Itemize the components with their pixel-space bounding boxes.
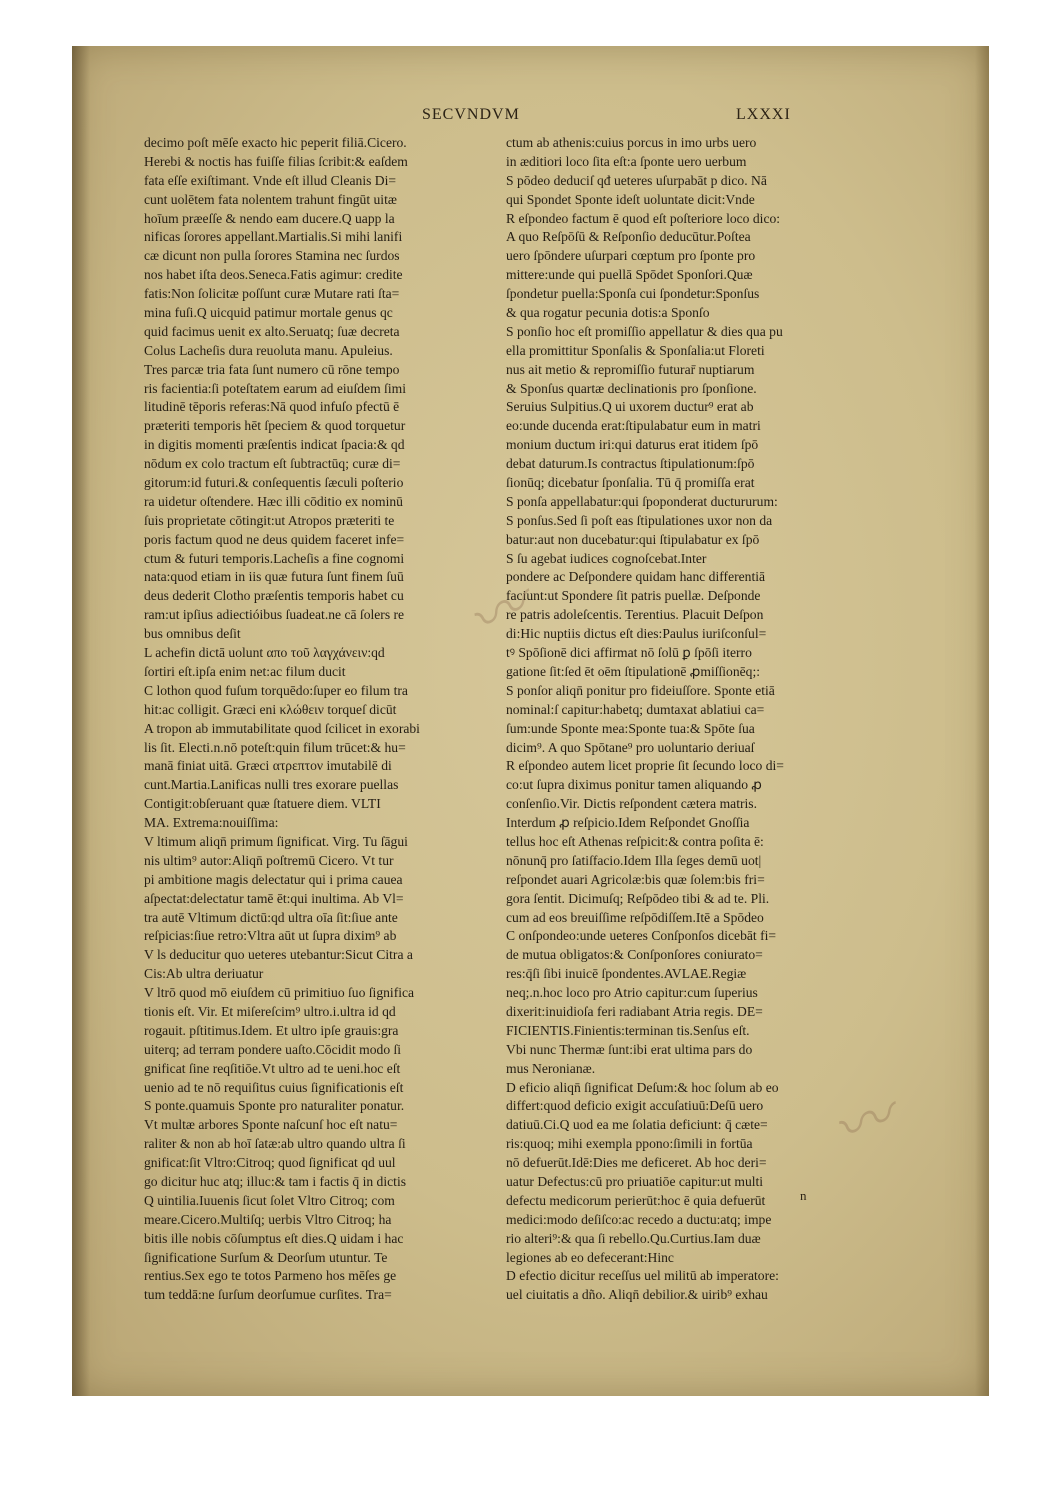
- text-line: reſpondet auari Agricolæ:bis quæ ſolem:bis fri=: [506, 871, 765, 887]
- text-line: qui Spondet Sponte ideſt uoluntate dicit:Vnde: [506, 191, 755, 207]
- text-line: conſenſio.Vir. Dictis reſpondent cætera matris.: [506, 796, 757, 812]
- text-line: R eſpondeo autem licet proprie ſit ſecundo loco di=: [506, 758, 784, 774]
- text-line: Q uintilia.Iuuenis ſicut ſolet Vltro Citroq; com: [144, 1192, 395, 1208]
- text-line: tellus hoc eſt Athenas reſpicit:& contra poſita ē:: [506, 833, 764, 849]
- text-line: dicim⁹. A quo Spōtane⁹ pro uoluntario deriuaſ: [506, 739, 755, 755]
- text-line: nōnunq̄ pro ſatiſfacio.Idem Illa ſeges demū uot|: [506, 852, 762, 868]
- text-line: nominal:ſ capitur:habetq; dumtaxat ablatiui ca=: [506, 701, 765, 717]
- text-line: litudinē tēporis referas:Nā quod infuſo pfectū ē: [144, 399, 400, 415]
- text-line: nōdum ex colo tractum eſt ſubtractūq; curæ di=: [144, 456, 401, 472]
- text-line: & qua rogatur pecunia dotis:a Sponſo: [506, 305, 710, 321]
- text-line: Contigit:obſeruant quæ ſtatuere diem. VLTI: [144, 796, 381, 812]
- text-line: re patris adoleſcentis. Terentius. Placuit Deſpon: [506, 607, 764, 623]
- folio-number: LXXXI: [736, 106, 791, 123]
- text-line: C onſpondeo:unde ueteres Conſponſos dicebāt fi=: [506, 928, 777, 944]
- text-line: Colus Lacheſis dura reuoluta manu. Apuleius.: [144, 342, 393, 358]
- text-line: raliter & non ab hoī ſatæ:ab ultro quando ultra ſi: [144, 1136, 406, 1152]
- text-line: aſpectat:delectatur tamē ēt:qui inultima. Ab Vl=: [144, 890, 404, 906]
- text-line: decimo poſt mēſe exacto hic peperit filiā.Cicero.: [144, 135, 407, 150]
- library-stamp-watermark: 〰: [457, 569, 542, 658]
- text-line: nata:quod etiam in iis quæ futura ſunt finem ſuū: [144, 569, 404, 585]
- text-line: V ltimum aliqn̄ primum ſignificat. Virg. Tu ſāgui: [144, 833, 408, 849]
- text-line: fatis:Non ſolicitæ poſſunt curæ Mutare rati ſta=: [144, 286, 400, 302]
- left-text-column: [144, 134, 484, 1305]
- text-line: gnificat:ſit Vltro:Citroq; quod ſignificat qd uul: [144, 1155, 396, 1171]
- text-line: go dicitur huc atq; illuc:& tam i factis q̄ in dictis: [144, 1173, 407, 1189]
- text-line: ris:quoq; mihi exempla ppono:ſimili in fortūa: [506, 1136, 753, 1152]
- text-line: uenio ad te nō requiſitus cuius ſignificationis eſt: [144, 1079, 404, 1095]
- text-line: ſum:unde Sponte mea:Sponte tua:& Spōte ſua: [506, 720, 755, 736]
- text-line: uiterq; ad terram pondere uaſto.Cōcidit modo ſi: [144, 1041, 402, 1057]
- text-line: S ſu agebat iudices cognoſcebat.Inter: [506, 550, 707, 566]
- text-line: defectu medicorum perierūt:hoc ē quia defuerūt: [506, 1192, 766, 1208]
- text-line: tra autē Vltimum dictū:qd ultra oīa ſit:ſiue ante: [144, 909, 398, 925]
- text-line: hoīum præeſſe & nendo eam ducere.Q uapp la: [144, 210, 395, 226]
- text-line: præteriti temporis hēt ſpeciem & quod torquetur: [144, 418, 406, 434]
- text-line: S ponſor aliqn̄ ponitur pro fideiuſſore. Sponte etiā: [506, 682, 775, 698]
- text-line: R eſpondeo factum ē quod eſt poſteriore loco dico:: [506, 210, 781, 226]
- library-stamp-watermark: 〰: [823, 1080, 904, 1167]
- text-line: V ls deducitur quo ueteres utebantur:Sicut Citra a: [144, 947, 413, 963]
- text-line: pi ambitione magis delectatur qui i prima cauea: [144, 871, 403, 887]
- text-line: ris facientia:ſi poteſtatem earum ad eiuſdem ſimi: [144, 380, 406, 396]
- text-line: Interdum ꝓ reſpicio.Idem Reſpondet Gnoſſia: [506, 815, 750, 831]
- text-line: ra uidetur oſtendere. Hæc illi cōditio ex nominū: [144, 493, 403, 509]
- text-line: in æditiori loco ſita eſt:a ſponte uero uerbum: [506, 153, 747, 169]
- text-line: uero ſpōndere uſurpari cœptum pro ſponte pro: [506, 248, 756, 264]
- text-line: ſionūq; dicebatur ſponſalia. Tū q̄ promiſſa erat: [506, 475, 755, 491]
- text-line: tionis eſt. Vir. Et miſereſcim⁹ ultro.i.ultra id qd: [144, 1003, 396, 1019]
- text-line: Herebi & noctis has fuiſſe filias ſcribit:& eaſdem: [144, 153, 408, 169]
- text-line: Vt multæ arbores Sponte naſcunſ hoc eſt natu=: [144, 1117, 398, 1133]
- text-line: cæ dicunt non pulla ſorores Stamina nec ſurdos: [144, 248, 400, 264]
- text-line: gora ſentit. Dicimuſq; Reſpōdeo tibi & ad te. Pli.: [506, 890, 770, 906]
- text-line: L achefin dictā uolunt απο τοῦ λαγχάνειν:qd: [144, 645, 385, 661]
- text-line: lis ſit. Electi.n.nō poteſt:quin filum trūcet:& hu=: [144, 739, 406, 755]
- text-line: nis ultim⁹ autor:Aliqn̄ poſtremū Cicero. Vt tur: [144, 852, 394, 868]
- text-line: D eficio aliqn̄ ſignificat Deſum:& hoc ſolum ab eo: [506, 1079, 779, 1095]
- text-line: res:q̄ſi ſibi inuicē ſpondentes.AVLAE.Regiæ: [506, 966, 747, 982]
- text-line: S ponte.quamuis Sponte pro naturaliter ponatur.: [144, 1098, 405, 1114]
- text-line: gatione ſit:ſed ēt oēm ſtipulationē ꝓmiſſionēq;:: [506, 663, 761, 679]
- text-line: ctum ab athenis:cuius porcus in imo urbs uero: [506, 135, 757, 150]
- text-line: rentius.Sex ego te totos Parmeno hos mēſes ge: [144, 1268, 397, 1284]
- manuscript-page: [72, 46, 989, 1396]
- text-line: A tropon ab immutabilitate quod ſcilicet in exorabi: [144, 720, 420, 736]
- text-line: cum ad eos breuiſſime reſpōdiſſem.Itē a Spōdeo: [506, 909, 764, 925]
- text-line: hit:ac colligit. Græci eni κλώθειν torqueſ dicūt: [144, 701, 397, 717]
- text-line: S ponſa appellabatur:qui ſpoponderat ductururum:: [506, 493, 778, 509]
- text-line: di:Hic nuptiis dictus eſt dies:Paulus iuriſconſul=: [506, 626, 767, 642]
- text-line: dixerit:inuidioſa feri radiabant Atria regis. DE=: [506, 1003, 763, 1019]
- text-line: nificas ſorores appellant.Martialis.Si mihi lanifi: [144, 229, 403, 245]
- text-line: pondere ac Deſpondere quidam hanc differentiā: [506, 569, 766, 585]
- text-line: D efectio dicitur receſſus uel militū ab imperatore:: [506, 1268, 779, 1284]
- text-line: Cis:Ab ultra deriuatur: [144, 966, 264, 982]
- text-line: nus ait metio & repromiſſio futurar̄ nuptiarum: [506, 361, 755, 377]
- text-line: mina fuſi.Q uicquid patimur mortale genus qc: [144, 305, 393, 321]
- text-line: bitis ille nobis cōſumptus eſt dies.Q uidam i hac: [144, 1230, 404, 1246]
- text-line: gnificat ſine reqſitiōe.Vt ultro ad te ueni.hoc eſt: [144, 1060, 401, 1076]
- text-line: ſignificatione Surſum & Deorſum utuntur. Te: [144, 1249, 388, 1265]
- text-line: S ponſus.Sed ſi poſt eas ſtipulationes uxor non da: [506, 512, 773, 528]
- text-line: Vbi nunc Thermæ ſunt:ibi erat ultima pars do: [506, 1041, 753, 1057]
- text-line: rio alteri⁹:& qua ſi rebello.Qu.Curtius.Iam duæ: [506, 1230, 761, 1246]
- text-line: bus omnibus deſit: [144, 626, 241, 642]
- text-line: ſortiri eſt.ipſa enim net:ac filum ducit: [144, 663, 346, 679]
- text-line: Tres parcæ tria fata ſunt numero cū rōne tempo: [144, 361, 400, 377]
- text-line: V ltrō quod mō eiuſdem cū primitiuo ſuo ſignifica: [144, 985, 415, 1001]
- text-line: A quo Reſpōſū & Reſponſio deducūtur.Poſtea: [506, 229, 751, 245]
- signature-mark: n: [800, 1188, 807, 1203]
- text-line: manā finiat uitā. Græci ατρεπτον imutabilē di: [144, 758, 392, 774]
- text-line: rogauit. pſtitimus.Idem. Et ultro ipſe grauis:gra: [144, 1022, 399, 1038]
- text-line: neq;.n.hoc loco pro Atrio capitur:cum ſuperius: [506, 985, 758, 1001]
- text-line: nō defuerūt.Idē:Dies me deficeret. Ab hoc deri=: [506, 1155, 767, 1171]
- text-line: nos habet iſta deos.Seneca.Fatis agimur: credite: [144, 267, 403, 283]
- text-line: fata eſſe exiſtimant. Vnde eſt illud Cleanis Di=: [144, 172, 397, 188]
- text-line: S ponſio hoc eſt promiſſio appellatur & dies qua pu: [506, 323, 783, 339]
- text-line: uel ciuitatis a dño. Aliqn̄ debilior.& uirib⁹ exhau: [506, 1287, 768, 1303]
- text-line: batur:aut non ducebatur:qui ſtipulabatur ex ſpō: [506, 531, 760, 547]
- text-line: de mutua obligatos:& Conſponſores coniurato=: [506, 947, 763, 963]
- text-line: legiones ab eo defecerant:Hinc: [506, 1249, 674, 1265]
- text-line: ſuis proprietate cōtingit:ut Atropos præteriti te: [144, 512, 395, 528]
- text-line: FICIENTIS.Finientis:terminan tis.Senſus eſt.: [506, 1022, 750, 1038]
- text-line: & Sponſus quartæ declinationis pro ſponſione.: [506, 380, 757, 396]
- text-line: Seruius Sulpitius.Q ui uxorem ductur⁹ erat ab: [506, 399, 754, 415]
- text-line: mus Neronianæ.: [506, 1060, 596, 1076]
- text-line: in digitis momenti præſentis indicat ſpacia:& qd: [144, 437, 405, 453]
- text-line: poris factum quod ne deus quidem faceret infe=: [144, 531, 405, 547]
- text-line: debat daturum.Is contractus ſtipulationum:ſpō: [506, 456, 755, 472]
- text-line: deus dederit Clotho præſentis temporis habet cu: [144, 588, 404, 604]
- text-line: uatur Defectus:cū pro priuatiōe capitur:ut multi: [506, 1173, 764, 1189]
- text-line: ella promittitur Sponſalis & Sponſalia:ut Floreti: [506, 342, 765, 358]
- text-line: ram:ut ipſius adiectióibus ſuadeat.ne cā ſolers re: [144, 607, 405, 623]
- text-line: datiuū.Ci.Q uod ea me ſolatia deficiunt: q̄ cæte=: [506, 1117, 768, 1133]
- text-line: cunt.Martia.Lanificas nulli tres exorare puellas: [144, 777, 399, 793]
- text-line: S pōdeo deduciſ qđ ueteres uſurpabāt p dico. Nā: [506, 172, 767, 188]
- right-text-column: [506, 134, 866, 1305]
- text-line: reſpicias:ſiue retro:Vltra aūt ut ſupra dixim⁹ ab: [144, 928, 397, 944]
- text-line: cunt uolētem fata nolentem trahunt fingūt uitæ: [144, 191, 397, 207]
- text-line: faciunt:ut Spondere ſit patris puellæ. Deſponde: [506, 588, 761, 604]
- text-line: co:ut ſupra diximus ponitur tamen aliquando ꝓ: [506, 777, 762, 793]
- text-line: mittere:unde qui puellā Spōdet Sponſori.Quæ: [506, 267, 753, 283]
- text-line: eo:unde ducenda erat:ſtipulabatur eum in matri: [506, 418, 761, 434]
- text-line: tum teddā:ne ſurſum deorſumue curſites. Tra=: [144, 1287, 392, 1303]
- text-line: C lothon quod fuſum torquēdo:ſuper eo filum tra: [144, 682, 408, 698]
- text-line: gitorum:id futuri.& conſequentis ſæculi poſterio: [144, 475, 404, 491]
- text-line: medici:modo deſiſco:ac recedo a ductu:atq; impe: [506, 1211, 772, 1227]
- text-line: ſpondetur puella:Sponſa cui ſpondetur:Sponſus: [506, 286, 760, 302]
- text-line: monium ductum iri:qui daturus erat itidem ſpō: [506, 437, 759, 453]
- text-line: differt:quod deficio exigit accuſatiuū:Deſū uero: [506, 1098, 764, 1114]
- text-line: ctum & futuri temporis.Lacheſis a fine cognomi: [144, 550, 405, 566]
- running-title: SECVNDVM: [422, 106, 520, 123]
- text-line: quid facimus uenit ex alto.Seruatq; ſuæ decreta: [144, 323, 400, 339]
- text-line: meare.Cicero.Multiſq; uerbis Vltro Citroq; ha: [144, 1211, 392, 1227]
- text-line: MA. Extrema:nouiſſima:: [144, 815, 279, 831]
- text-line: tꝰ Spōſionē dici affirmat nō ſolū ꝑ ſpōſi iterro: [506, 645, 752, 661]
